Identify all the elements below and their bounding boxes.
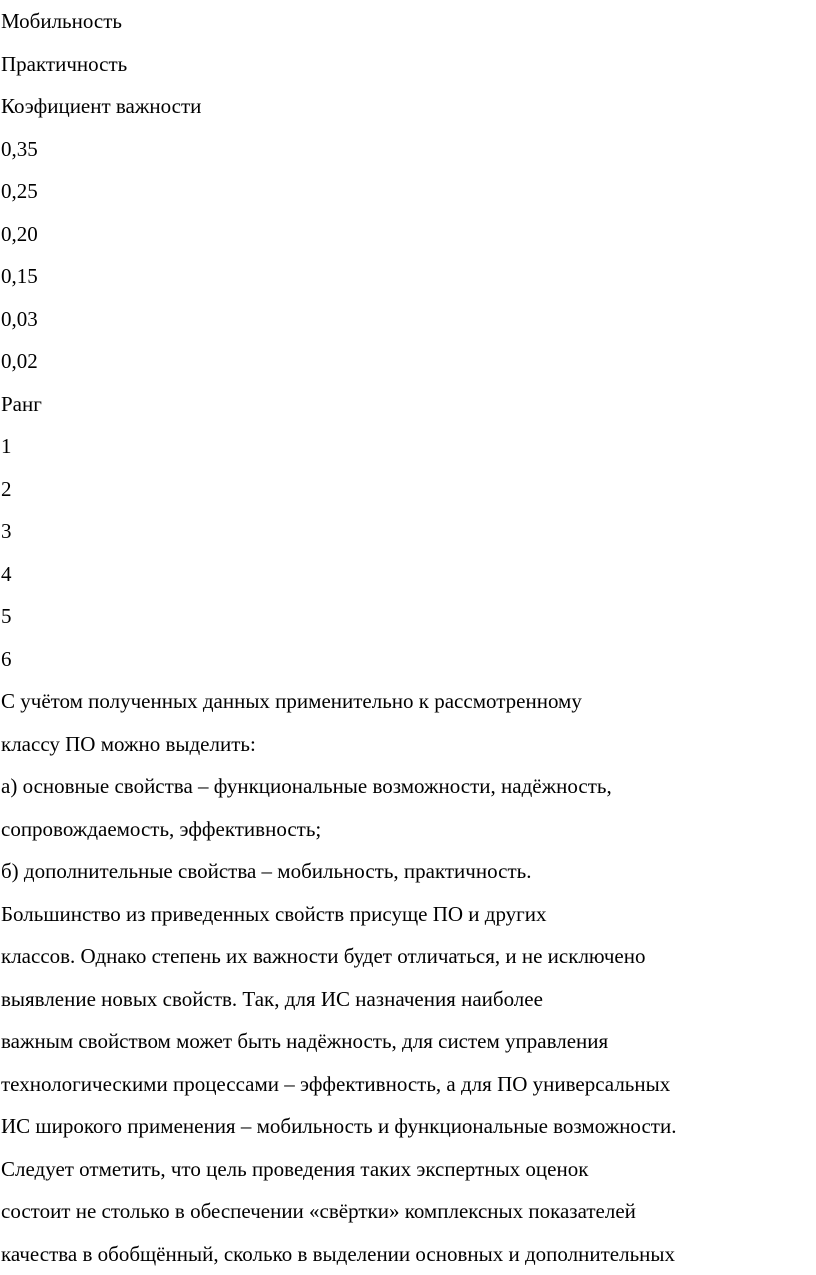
text-line: Ранг bbox=[1, 383, 816, 426]
text-line: выявление новых свойств. Так, для ИС назначения наиболее bbox=[1, 978, 816, 1021]
text-line: Большинство из приведенных свойств присуще ПО и других bbox=[1, 893, 816, 936]
text-line: 2 bbox=[1, 468, 816, 511]
text-line: 3 bbox=[1, 510, 816, 553]
text-line: состоит не столько в обеспечении «свёртки» комплексных показателей bbox=[1, 1190, 816, 1233]
text-line: 0,20 bbox=[1, 213, 816, 256]
text-line: важным свойством может быть надёжность, для систем управления bbox=[1, 1020, 816, 1063]
text-line: технологическими процессами – эффективность, а для ПО универсальных bbox=[1, 1063, 816, 1106]
text-line: 6 bbox=[1, 638, 816, 681]
text-line: 0,03 bbox=[1, 298, 816, 341]
text-line: 0,25 bbox=[1, 170, 816, 213]
text-line: Практичность bbox=[1, 43, 816, 86]
text-line: 0,02 bbox=[1, 340, 816, 383]
text-line: 5 bbox=[1, 595, 816, 638]
text-line: 0,15 bbox=[1, 255, 816, 298]
text-line: сопровождаемость, эффективность; bbox=[1, 808, 816, 851]
text-line: С учётом полученных данных применительно к рассмотренному bbox=[1, 680, 816, 723]
text-line: классу ПО можно выделить: bbox=[1, 723, 816, 766]
text-line: Следует отметить, что цель проведения таких экспертных оценок bbox=[1, 1148, 816, 1191]
text-line: 4 bbox=[1, 553, 816, 596]
text-line: б) дополнительные свойства – мобильность, практичность. bbox=[1, 850, 816, 893]
text-line: Мобильность bbox=[1, 0, 816, 43]
text-line: 1 bbox=[1, 425, 816, 468]
text-line: Коэфициент важности bbox=[1, 85, 816, 128]
text-line: 0,35 bbox=[1, 128, 816, 171]
text-line: классов. Однако степень их важности будет отличаться, и не исключено bbox=[1, 935, 816, 978]
text-line: а) основные свойства – функциональные возможности, надёжность, bbox=[1, 765, 816, 808]
text-line: ИС широкого применения – мобильность и функциональные возможности. bbox=[1, 1105, 816, 1148]
text-line: качества в обобщённый, сколько в выделении основных и дополнительных bbox=[1, 1233, 816, 1275]
